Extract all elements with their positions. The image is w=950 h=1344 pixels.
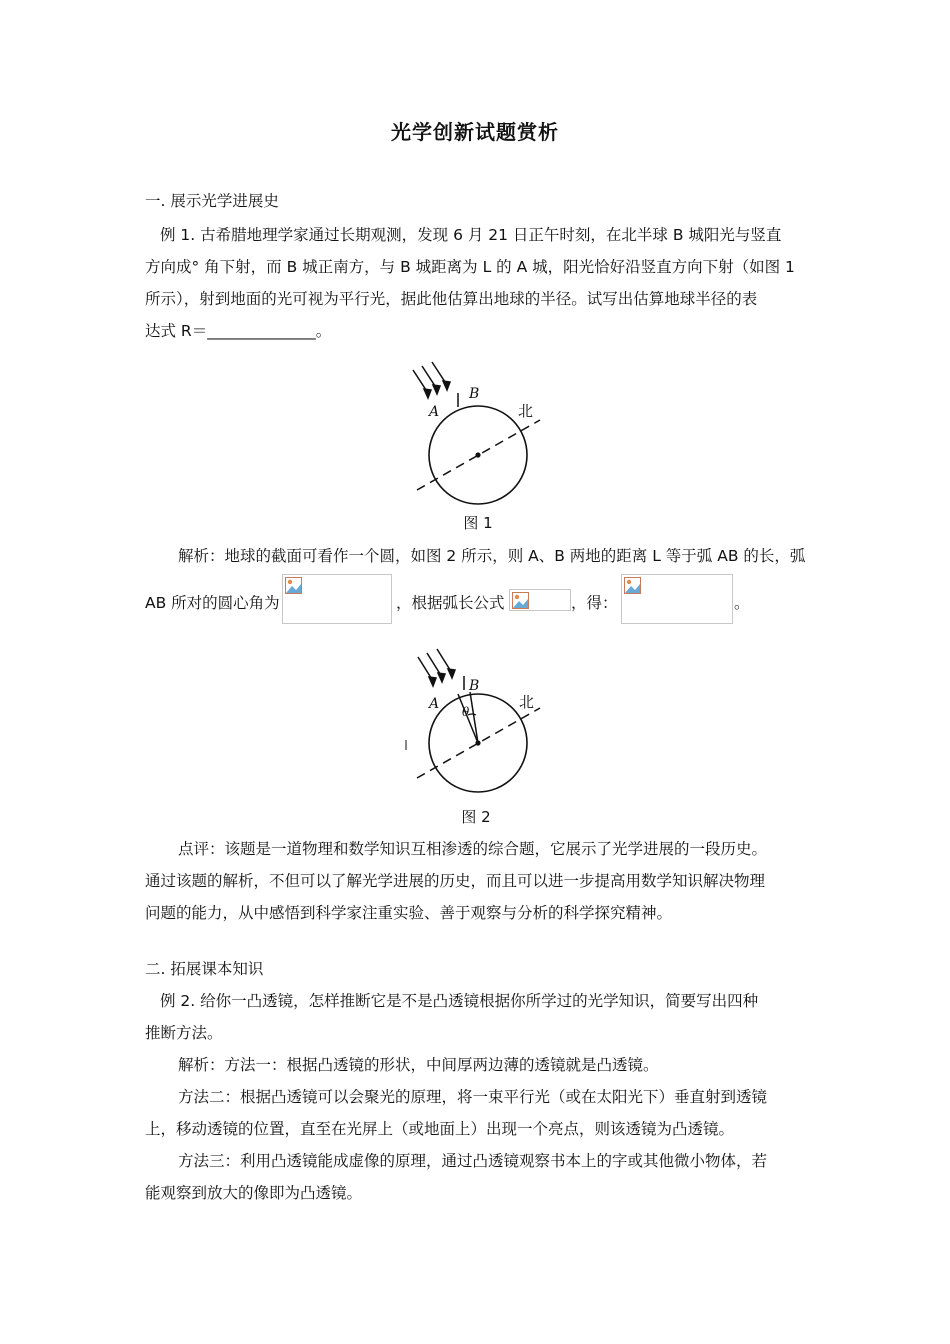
label-a: A [429, 696, 440, 712]
broken-image-icon [285, 577, 303, 595]
formula-image-1 [282, 574, 392, 624]
radius-b [470, 692, 478, 743]
method3-line-1: 方法三：利用凸透镜能成虚像的原理，通过凸透镜观察书本上的字或其他微小物体，若 [178, 1152, 768, 1170]
label-b: B [469, 678, 480, 694]
formula-image-3 [621, 574, 733, 624]
figure-1-diagram [405, 360, 555, 510]
example1-line-2: 方向成° 角下射，而 B 城正南方，与 B 城距离为 L 的 A 城，阳光恰好沿竖直方向下射（如图 1 [145, 258, 795, 276]
label-north: 北 [519, 693, 535, 711]
figure-2-caption: 图 2 [461, 808, 491, 826]
label-b: B [469, 386, 480, 402]
example1-line-4: 达式 R＝______________。 [145, 322, 332, 340]
label-theta: θ [462, 705, 470, 719]
comment-line-3: 问题的能力，从中感悟到科学家注重实验、善于观察与分析的科学探究精神。 [145, 904, 673, 922]
method3-line-2: 能观察到放大的像即为凸透镜。 [145, 1184, 363, 1202]
method2-line-2: 上，移动透镜的位置，直至在光屏上（或地面上）出现一个亮点，则该透镜为凸透镜。 [145, 1120, 735, 1138]
analysis-line-1: 解析：地球的截面可看作一个圆，如图 2 所示，则 A、B 两地的距离 L 等于弧 AB 的长，弧 [178, 547, 806, 565]
analysis-line-2-part-4: 。 [734, 594, 750, 612]
section2-heading: 二. 拓展课本知识 [145, 960, 264, 978]
method1-line: 解析：方法一：根据凸透镜的形状，中间厚两边薄的透镜就是凸透镜。 [178, 1056, 659, 1074]
label-a: A [429, 404, 440, 420]
sun-rays [418, 649, 455, 686]
broken-image-icon [624, 577, 642, 595]
section1-heading: 一. 展示光学进展史 [145, 192, 279, 210]
method2-line-1: 方法二：根据凸透镜可以会聚光的原理，将一束平行光（或在太阳光下）垂直射到透镜 [178, 1088, 768, 1106]
page-title: 光学创新试题赏析 [391, 120, 559, 144]
formula-image-2 [509, 589, 571, 611]
analysis-line-2-part-3: ，得： [571, 594, 618, 612]
analysis-line-2-part-1: AB 所对的圆心角为 [145, 594, 280, 612]
comment-line-2: 通过该题的解析，不但可以了解光学进展的历史，而且可以进一步提高用数学知识解决物理 [145, 872, 766, 890]
example1-line-1: 例 1. 古希腊地理学家通过长期观测，发现 6 月 21 日正午时刻，在北半球 B 城阳光与竖直 [160, 226, 782, 244]
analysis-line-2-part-2: ，根据弧长公式 [396, 594, 505, 612]
comment-line-1: 点评：该题是一道物理和数学知识互相渗透的综合题，它展示了光学进展的一段历史。 [178, 840, 768, 858]
label-north: 北 [518, 402, 534, 420]
example2-line-2: 推断方法。 [145, 1024, 223, 1042]
figure-2-diagram [398, 645, 558, 805]
sun-rays [413, 362, 450, 398]
broken-image-icon [512, 592, 530, 610]
example2-line-1: 例 2. 给你一凸透镜，怎样推断它是不是凸透镜根据你所学过的光学知识，简要写出四种 [160, 992, 759, 1010]
figure-1-caption: 图 1 [463, 514, 493, 532]
example1-line-3: 所示），射到地面的光可视为平行光，据此他估算出地球的半径。试写出估算地球半径的表 [145, 290, 758, 308]
